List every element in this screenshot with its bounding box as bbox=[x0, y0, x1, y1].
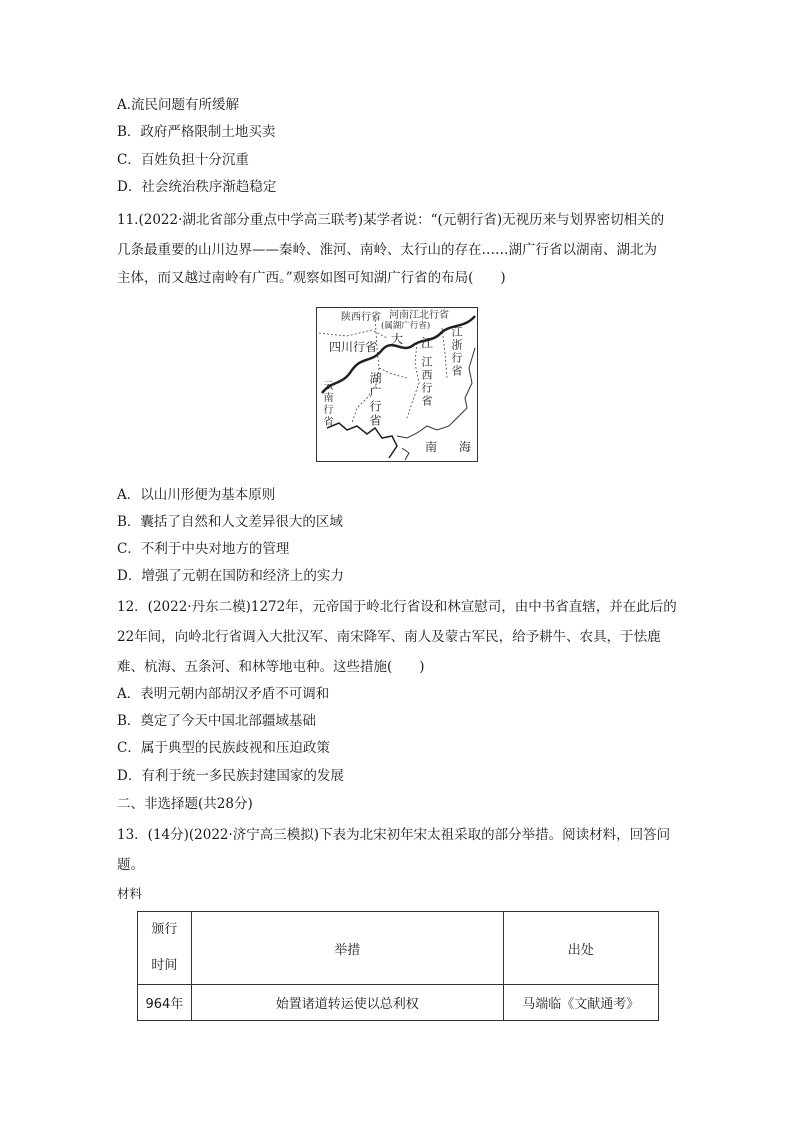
q10-option-d: D．社会统治秩序渐趋稳定 bbox=[117, 179, 277, 195]
table-cell-time: 964年 bbox=[138, 985, 192, 1021]
map-label-jiang: 江 bbox=[421, 336, 434, 350]
table-row bbox=[138, 985, 659, 1021]
q11-option-b: B．囊括了自然和人文差异很大的区域 bbox=[117, 514, 343, 530]
table-cell-measure: 始置诸道转运使以总利权 bbox=[191, 985, 503, 1021]
q10-option-a: A.流民问题有所缓解 bbox=[117, 97, 240, 113]
map-label-jiangxi: 江西行省 bbox=[420, 356, 433, 408]
q12-option-c: C．属于典型的民族歧视和压迫政策 bbox=[117, 740, 330, 756]
table-cell-source: 马端临《文献通考》 bbox=[503, 985, 658, 1021]
yuan-provinces-map bbox=[316, 307, 478, 462]
measures-table bbox=[137, 911, 659, 1021]
map-label-da: 大 bbox=[391, 332, 404, 346]
map-label-shaanxi: 陕西行省 bbox=[341, 312, 381, 323]
q12-option-d: D．有利于统一多民族封建国家的发展 bbox=[117, 768, 344, 784]
table-header-source: 出处 bbox=[503, 912, 658, 985]
table-header-time-line1: 颁行 bbox=[151, 922, 178, 937]
q12-stem-line3: 难、杭海、五条河、和林等地屯种。这些措施( ) bbox=[117, 659, 425, 675]
q10-option-c: C．百姓负担十分沉重 bbox=[117, 152, 249, 168]
map-label-sichuan: 四川行省 bbox=[329, 340, 378, 354]
q11-stem-line3: 主体，而又越过南岭有广西。”观察如图可知湖广行省的布局( ) bbox=[117, 270, 506, 286]
q12-option-b: B．奠定了今天中国北部疆域基础 bbox=[117, 713, 316, 729]
q12-option-a: A．表明元朝内部胡汉矛盾不可调和 bbox=[117, 686, 330, 702]
q12-stem-line1: 12．(2022·丹东二模)1272年，元帝国于岭北行省设和林宣慰司，由中书省直辖，并在此后的 bbox=[117, 599, 677, 615]
map-label-huguang: 湖广行省 bbox=[368, 372, 382, 428]
table-header-row bbox=[138, 912, 659, 985]
q11-stem-line2: 几条最重要的山川边界——秦岭、淮河、南岭、太行山的存在……湖广行省以湖南、湖北为 bbox=[117, 242, 657, 258]
map-label-henan: 河南江北行省 bbox=[389, 310, 449, 321]
q11-option-d: D．增强了元朝在国防和经济上的实力 bbox=[117, 568, 344, 584]
q12-stem-line2: 22年间，向岭北行省调入大批汉军、南宋降军、南人及蒙古军民，给予耕牛、农具，于怯鹿 bbox=[117, 629, 661, 645]
map-label-nan: 南 bbox=[425, 440, 438, 454]
table-header-measure: 举措 bbox=[191, 912, 503, 985]
q13-stem-line2: 题。 bbox=[117, 857, 144, 873]
map-label-henan-note: (属湖广行省) bbox=[381, 321, 431, 331]
map-label-yunnan: 云南行省 bbox=[321, 380, 332, 428]
map-label-hai: 海 bbox=[459, 440, 472, 454]
q10-option-b: B．政府严格限制土地买卖 bbox=[117, 124, 276, 140]
q11-stem-line1: 11.(2022·湖北省部分重点中学高三联考)某学者说：“(元朝行省)无视历来与划界密切相关的 bbox=[117, 212, 665, 228]
map-label-jiangzhe: 江浙行省 bbox=[450, 326, 463, 378]
q11-option-c: C．不利于中央对地方的管理 bbox=[117, 541, 290, 557]
section2-title: 二、非选择题(共28分) bbox=[117, 796, 253, 812]
table-header-time-line2: 时间 bbox=[151, 958, 178, 973]
table-header-time bbox=[138, 912, 192, 985]
q13-stem-line1: 13．(14分)(2022·济宁高三模拟)下表为北宋初年宋太祖采取的部分举措。阅读材料，回答问 bbox=[117, 827, 671, 843]
q11-option-a: A．以山川形便为基本原则 bbox=[117, 487, 276, 503]
q13-material-label: 材料 bbox=[117, 886, 143, 901]
